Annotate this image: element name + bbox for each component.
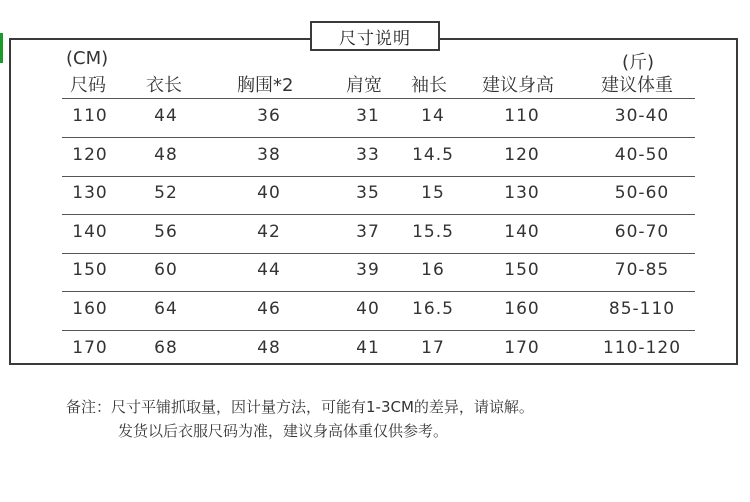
- unit-cm: (CM): [66, 48, 109, 69]
- table-cell: 14: [421, 106, 445, 126]
- header-sleeve: 袖长: [411, 75, 447, 96]
- table-cell: 31: [356, 106, 380, 126]
- row-divider: [62, 137, 695, 138]
- table-cell: 52: [154, 183, 178, 204]
- table-cell: 44: [257, 260, 281, 281]
- row-divider: [62, 291, 695, 292]
- table-cell: 38: [257, 144, 281, 165]
- table-cell: 42: [257, 221, 281, 242]
- table-cell: 160: [72, 299, 108, 319]
- table-cell: 60-70: [614, 221, 670, 242]
- note-line-2: 发货以后衣服尺码为准，建议身高体重仅供参考。: [118, 422, 449, 440]
- table-cell: 17: [421, 337, 445, 358]
- table-cell: 37: [356, 221, 380, 242]
- unit-jin: (斤): [622, 52, 655, 73]
- table-cell: 70-85: [614, 260, 670, 281]
- header-height: 建议身高: [482, 75, 554, 96]
- table-cell: 140: [72, 221, 108, 242]
- table-cell: 40-50: [614, 144, 670, 165]
- table-cell: 130: [72, 183, 108, 204]
- table-cell: 110: [504, 106, 540, 126]
- table-cell: 64: [154, 299, 178, 319]
- table-cell: 46: [257, 299, 281, 319]
- table-cell: 110: [72, 106, 108, 126]
- table-cell: 56: [154, 221, 178, 242]
- green-accent-bar: [0, 33, 3, 63]
- header-size: 尺码: [70, 75, 106, 96]
- table-cell: 33: [356, 144, 380, 165]
- header-shoulder: 肩宽: [346, 75, 382, 96]
- table-cell: 160: [504, 299, 540, 319]
- table-cell: 16.5: [412, 299, 454, 319]
- header-weight: 建议体重: [601, 75, 673, 96]
- row-divider: [62, 330, 695, 331]
- table-cell: 40: [356, 299, 380, 319]
- row-divider: [62, 98, 695, 99]
- table-cell: 15: [421, 183, 445, 204]
- table-cell: 50-60: [614, 183, 670, 204]
- table-cell: 35: [356, 183, 380, 204]
- row-divider: [62, 214, 695, 215]
- table-cell: 170: [504, 337, 540, 358]
- table-cell: 48: [257, 337, 281, 358]
- header-chest: 胸围*2: [237, 75, 294, 96]
- table-cell: 68: [154, 337, 178, 358]
- table-cell: 39: [356, 260, 380, 281]
- table-cell: 130: [504, 183, 540, 204]
- table-cell: 150: [504, 260, 540, 281]
- row-divider: [62, 253, 695, 254]
- table-cell: 36: [257, 106, 281, 126]
- table-cell: 30-40: [614, 106, 670, 126]
- table-cell: 110-120: [602, 337, 682, 358]
- table-cell: 41: [356, 337, 380, 358]
- table-cell: 40: [257, 183, 281, 204]
- chart-title: 尺寸说明: [310, 21, 440, 51]
- header-length: 衣长: [146, 75, 182, 96]
- table-cell: 150: [72, 260, 108, 281]
- table-cell: 14.5: [412, 144, 454, 165]
- table-cell: 85-110: [608, 299, 676, 319]
- table-cell: 44: [154, 106, 178, 126]
- table-cell: 48: [154, 144, 178, 165]
- table-cell: 120: [504, 144, 540, 165]
- table-cell: 15.5: [412, 221, 454, 242]
- table-cell: 140: [504, 221, 540, 242]
- table-cell: 60: [154, 260, 178, 281]
- note-line-1: 备注：尺寸平铺抓取量，因计量方法，可能有1-3CM的差异，请谅解。: [66, 398, 534, 416]
- table-cell: 170: [72, 337, 108, 358]
- row-divider: [62, 176, 695, 177]
- table-cell: 16: [421, 260, 445, 281]
- table-cell: 120: [72, 144, 108, 165]
